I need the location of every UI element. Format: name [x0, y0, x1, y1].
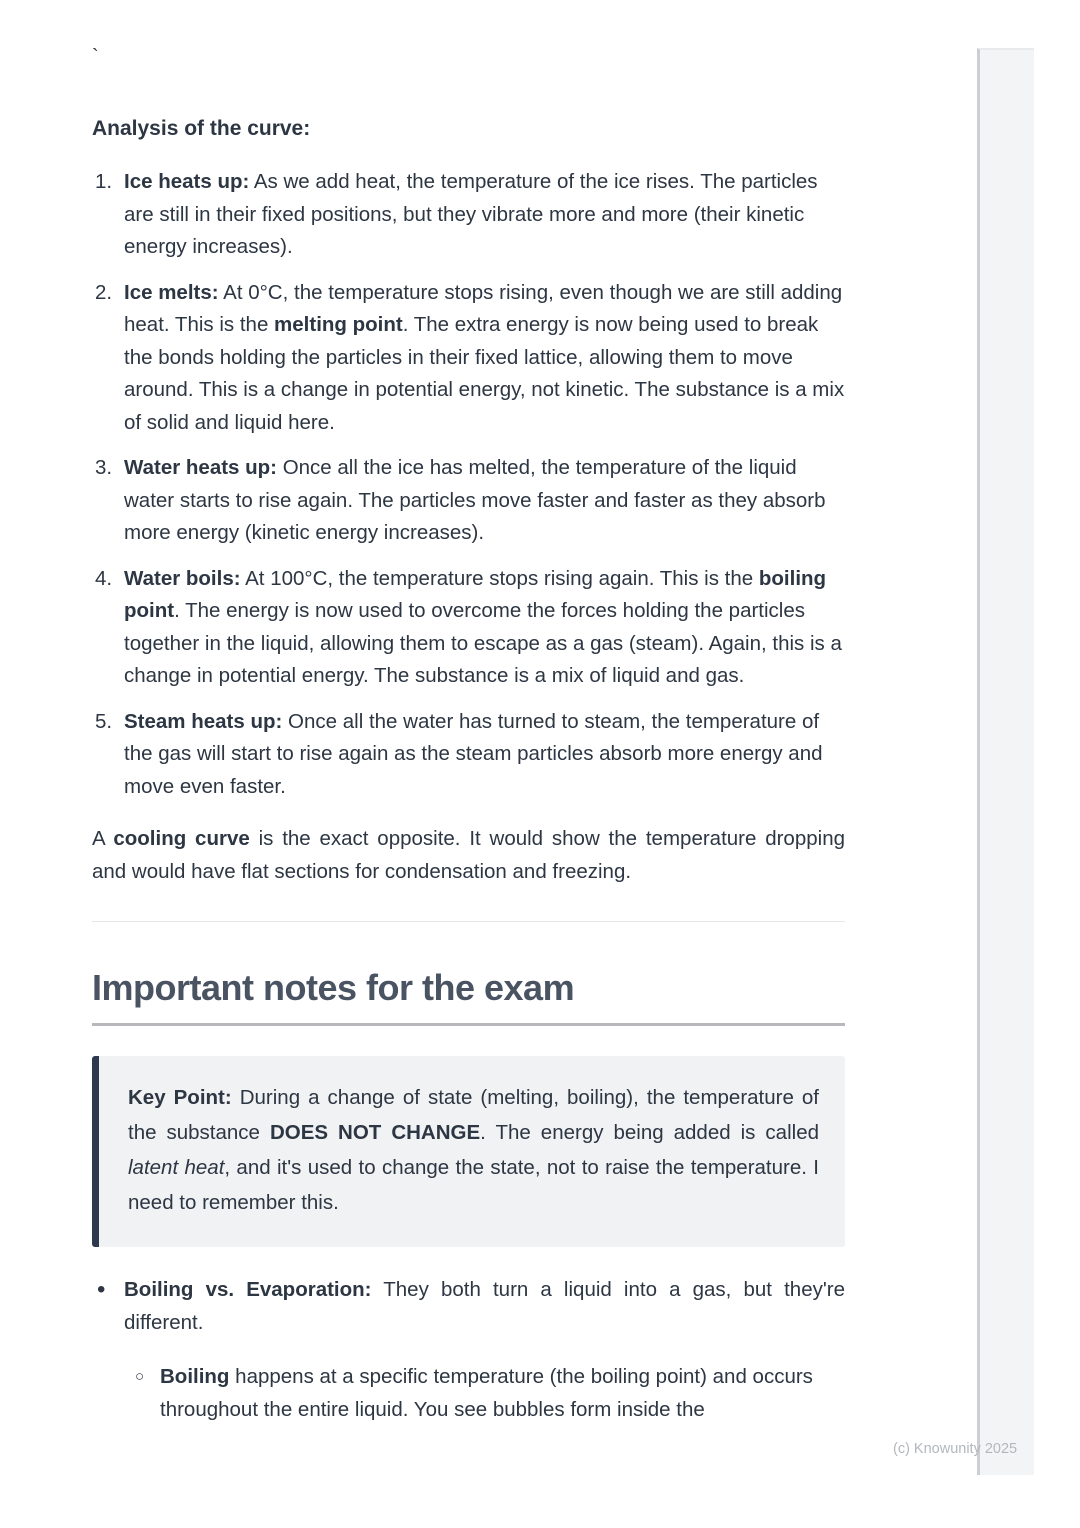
- list-item: [92, 706, 845, 804]
- list-number: 2.: [95, 280, 113, 304]
- bullet-dot-icon: •: [97, 1276, 106, 1303]
- watermark: (c) Knowunity 2025: [893, 1441, 1018, 1457]
- analysis-list: [92, 166, 845, 803]
- scrollbar-track[interactable]: [977, 48, 1034, 1475]
- cooling-curve-paragraph: A cooling curve is the exact opposite. It would show the temperature dropping and would have flat sections for condensation and freezing.: [92, 827, 845, 883]
- bullet-item: [92, 1274, 845, 1339]
- exam-notes-heading: Important notes for the exam: [92, 967, 575, 1008]
- page-content: [92, 0, 845, 1426]
- list-item: [92, 452, 845, 550]
- key-point-callout: [92, 1056, 845, 1247]
- exam-sub-bullet-list: [92, 1361, 845, 1426]
- list-item: [92, 166, 845, 264]
- list-item-text: Ice heats up: As we add heat, the temperature of the ice rises. The particles are still in their fixed positions, but they vibrate more and more (their kinetic energy increases).: [124, 170, 818, 258]
- analysis-heading: Analysis of the curve:: [92, 117, 311, 140]
- heading-underline: [92, 1023, 845, 1026]
- list-number: 1.: [95, 170, 113, 193]
- key-point-text: Key Point: During a change of state (melting, boiling), the temperature of the substance DOES NOT CHANGE. The energy being added is called latent heat, and it's used to change the state, not to raise the temperature. I need to remember this.: [128, 1086, 820, 1214]
- bullet-item-text: Boiling vs. Evaporation: They both turn a liquid into a gas, but they're different.: [124, 1278, 845, 1334]
- list-number: 5.: [95, 709, 113, 733]
- list-item-text: Water heats up: Once all the ice has melted, the temperature of the liquid water starts to rise again. The particles move faster and faster as they absorb more energy (kinetic energy increases).: [124, 456, 826, 544]
- list-item-text: Ice melts: At 0°C, the temperature stops rising, even though we are still adding heat. This is the melting point. The extra energy is now being used to break the bonds holding the particles in their fixed lattice, allowing them to move around. This is a change in potential energy, not kinetic. The substance is a mix of solid and liquid here.: [124, 280, 845, 434]
- stray-character: `: [92, 46, 99, 68]
- list-item: [92, 277, 845, 440]
- section-divider: [92, 921, 845, 922]
- circle-bullet-icon: ○: [135, 1368, 145, 1385]
- list-item-text: Steam heats up: Once all the water has turned to steam, the temperature of the gas will start to rise again as the steam particles absorb more energy and move even faster.: [124, 709, 823, 798]
- exam-bullet-list: [92, 1274, 845, 1339]
- list-number: 4.: [95, 566, 113, 590]
- list-item: [92, 563, 845, 693]
- sub-bullet-item: [92, 1361, 845, 1426]
- list-item-text: Water boils: At 100°C, the temperature stops rising again. This is the boiling point. The energy is now used to overcome the forces holding the particles together in the liquid, allowing them to escape as a gas (steam). Again, this is a change in potential energy. The substance is a mix of liquid and gas.: [124, 566, 842, 687]
- sub-bullet-item-text: Boiling happens at a specific temperature (the boiling point) and occurs throughout the entire liquid. You see bubbles form inside the: [160, 1365, 813, 1421]
- list-number: 3.: [95, 456, 113, 479]
